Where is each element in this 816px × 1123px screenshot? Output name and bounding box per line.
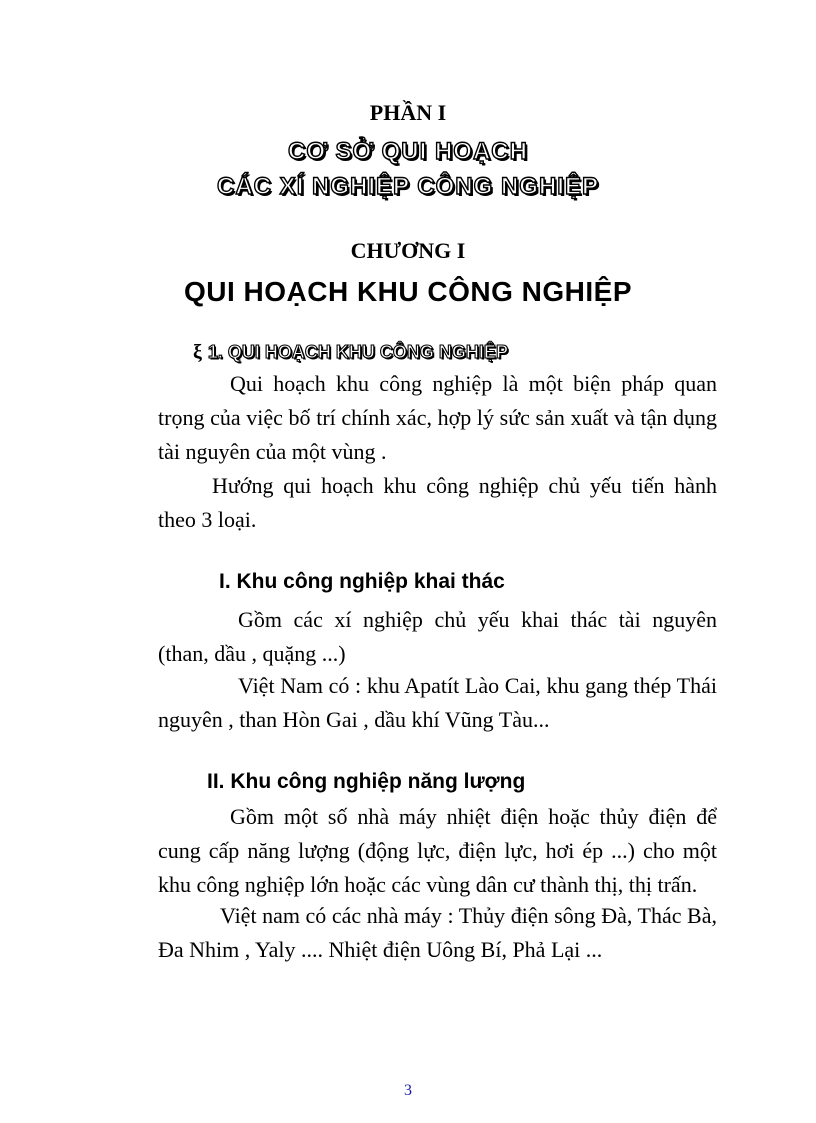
section-paragraph-2: Hướng qui hoạch khu công nghiệp chủ yếu tiến hành theo 3 loại. — [158, 473, 717, 532]
section-heading-text: 1. QUI HOẠCH KHU CÔNG NGHIỆP — [207, 342, 508, 362]
part-subtitle-line-1: CƠ SỞ QUI HOẠCH — [288, 138, 528, 165]
part-subtitle-line-2: CÁC XÍ NGHIỆP CÔNG NGHIỆP — [217, 173, 599, 200]
subsection-mining-paragraph-2: Việt Nam có : khu Apatít Lào Cai, khu gang thép Thái nguyên , than Hòn Gai , dầu khí Vũng Tàu... — [158, 673, 717, 732]
page-number: 3 — [404, 1082, 412, 1099]
chapter-subtitle: QUI HOẠCH KHU CÔNG NGHIỆP — [183, 276, 633, 307]
subsection-energy-paragraph-2: Việt nam có các nhà máy : Thủy điện sông Đà, Thác Bà, Đa Nhim , Yaly .... Nhiệt điện Uông Bí, Phả Lại ... — [158, 903, 717, 962]
chapter-title: CHƯƠNG I — [350, 238, 466, 263]
section-paragraph-1: Qui hoạch khu công nghiệp là một biện pháp quan trọng của việc bố trí chính xác, hợp lý sức sản xuất và tận dụng tài nguyên của một vùng . — [158, 371, 717, 464]
subsection-heading-mining: I. Khu công nghiệp khai thác — [219, 570, 505, 593]
subsection-heading-energy: II. Khu công nghiệp năng lượng — [207, 770, 526, 793]
subsection-energy-paragraph-1: Gồm một số nhà máy nhiệt điện hoặc thủy điện để cung cấp năng lượng (động lực, điện lực, hơi ép ...) cho một khu công nghiệp lớn hoặc các vùng dân cư thành thị, thị trấn. — [158, 804, 717, 897]
subsection-mining-paragraph-1: Gồm các xí nghiệp chủ yếu khai thác tài nguyên (than, dầu , quặng ...) — [158, 607, 717, 666]
section-heading — [193, 341, 508, 364]
part-title: PHẦN I — [369, 100, 447, 125]
section-symbol: ξ — [193, 341, 202, 363]
